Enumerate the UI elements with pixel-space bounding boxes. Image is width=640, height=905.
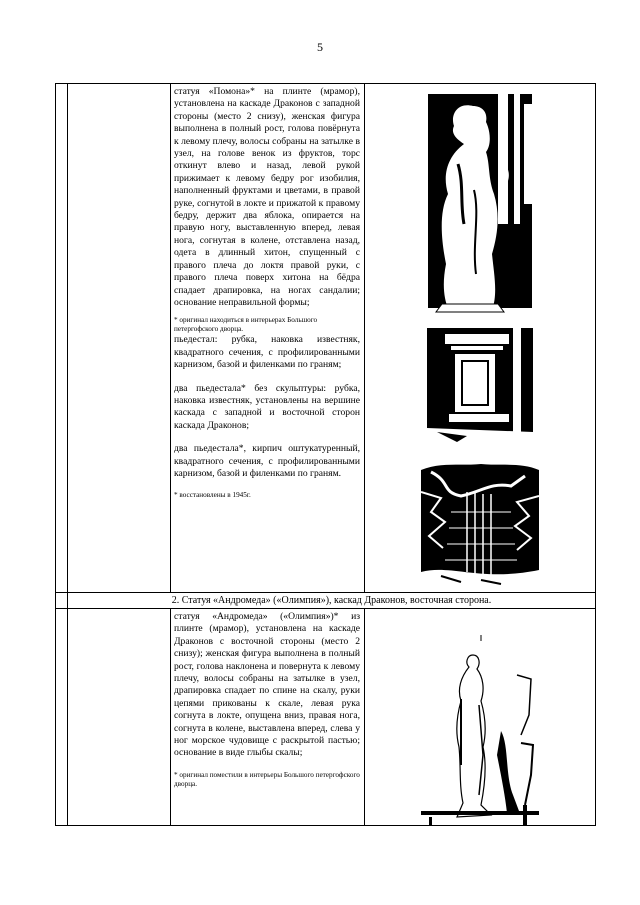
pedestal-photo xyxy=(427,328,533,446)
andromeda-original-note: * оригинал поместили в интерьеры Большого петергофского дворца. xyxy=(174,770,360,788)
pomona-description: статуя «Помона»* на плинте (мрамор), установлена на каскаде Драконов с западной стороны (место 2 снизу), женская фигура выполнена в полный рост, голова повёрнута к левому плечу, волосы собраны на затылке в узел, на голове венок из фруктов, торс откинут влево и назад, левой рукой прижимает к левому бедру рог изобилия, наполненный фруктами и цветами, в правой руке, согнутой в локте и прижатой к правому бедру, держит два яблока, опирается на правую ногу, выставленную вперед, левая нога, согнутая в колене, отставлена назад, одета в длинный хитон, спущенный с правого плеча до локтя правой руки, с правого плеча поверх хитона на бёдра спадает драпировка, на ногах сандалии; основание неправильной формы; xyxy=(174,86,360,308)
empty-cell xyxy=(68,84,171,593)
table-row xyxy=(56,593,596,609)
description-cell xyxy=(171,609,365,826)
table-row xyxy=(56,609,596,826)
photo-cell xyxy=(365,84,596,593)
table-row xyxy=(56,84,596,593)
andromeda-heading: 2. Статуя «Андромеда» («Олимпия»), каскад Драконов, восточная сторона. xyxy=(68,593,596,609)
pedestal-description: пьедестал: рубка, наковка известняк, квадратного сечения, с профилированными карнизом, базой и филенками по граням; xyxy=(174,334,360,371)
andromeda-statue-photo xyxy=(421,635,539,825)
page-number: 5 xyxy=(317,40,323,54)
andromeda-description: статуя «Андромеда» («Олимпия»)* из плинте (мрамор), установлена на каскаде Драконов с восточной стороны (место 2 снизу); женская фигура выполнена в полный рост, голова наклонена и повернута к левому плечу, волосы собраны на затылке в узел, драпировка спадает по спине на скалу, руки цепями прикованы к скале, левая рука согнута в локте, опущена вниз, правая нога, согнута в колене, выставлена вперед, слева у ног морское чудовище с раскрытой пастью; основание в виде глыбы скалы; xyxy=(174,611,360,759)
empty-pedestals-description: два пьедестала* без скульптуры: рубка, наковка известняк, установлены на вершине каскада с западной и восточной сторон каскада Драконов; xyxy=(174,382,360,431)
number-cell xyxy=(56,84,68,593)
description-cell xyxy=(171,84,365,593)
number-cell xyxy=(56,593,68,609)
pomona-original-note: * оригинал находиться в интерьерах Большого петергофского дворца. xyxy=(174,316,318,334)
monument-table xyxy=(55,83,596,826)
empty-cell xyxy=(68,609,171,826)
brick-pedestals-description: два пьедестала*, кирпич оштукатуренный, квадратного сечения, с профилированными карнизом, базой и филенками по граням. xyxy=(174,443,360,479)
pomona-statue-photo xyxy=(428,94,532,320)
photo-cell xyxy=(365,609,596,826)
cascade-photo xyxy=(421,452,539,592)
number-cell xyxy=(56,609,68,826)
restoration-note: * восстановлены в 1945г. xyxy=(174,491,251,500)
